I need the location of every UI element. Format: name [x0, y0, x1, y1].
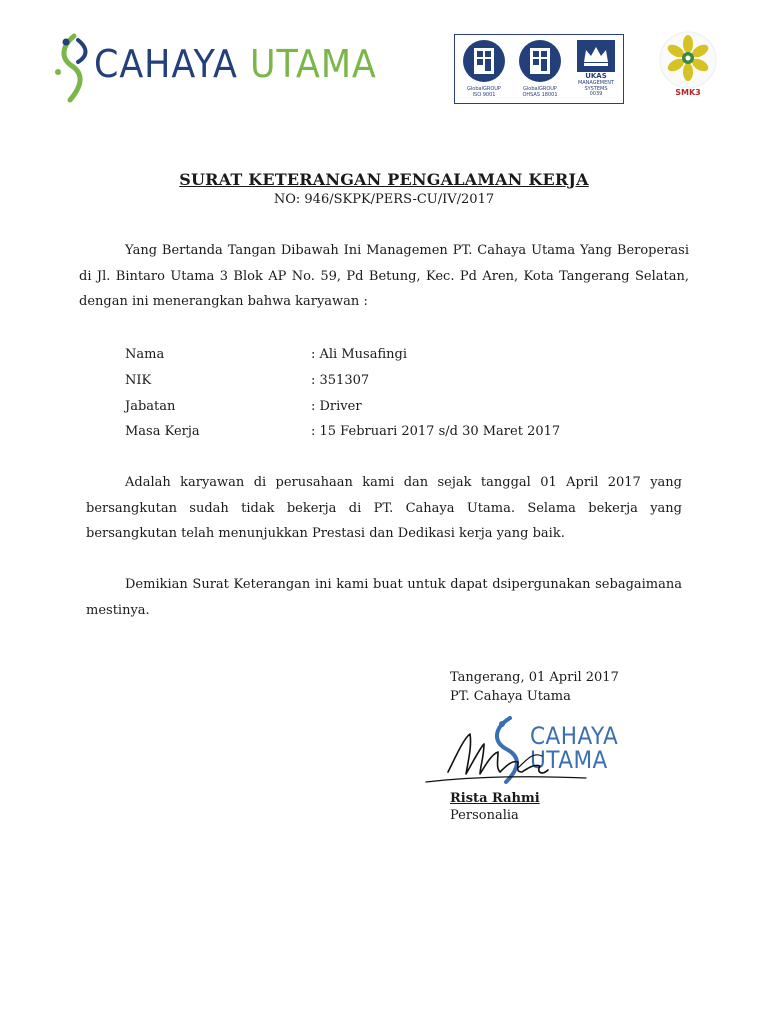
iso9001-standard: ISO 9001: [472, 91, 496, 98]
intro-line: dengan ini menerangkan bahwa karyawan :: [79, 294, 368, 310]
place-date: Tangerang, 01 April 2017: [450, 670, 619, 685]
employee-label: Nama: [125, 347, 165, 362]
ohsas18001-standard: OHSAS 18001: [522, 91, 558, 98]
closing-line: mestinya.: [86, 602, 150, 618]
employee-value: : 15 Februari 2017 s/d 30 Maret 2017: [311, 424, 561, 440]
stamp-word-utama: UTAMA: [530, 746, 608, 774]
logo-word-utama: UTAMA: [249, 42, 377, 86]
ukas-number: 0039: [589, 91, 603, 98]
signature-stamp: [418, 712, 638, 792]
body-line: bersangkutan telah menunjukkan Prestasi dan Dedikasi kerja yang baik.: [86, 526, 565, 542]
stamp-word-cahaya: CAHAYA: [530, 722, 619, 750]
iso9001-globe-icon: [457, 38, 511, 84]
employee-value: : 351307: [311, 372, 370, 388]
iso9001-badge: [457, 38, 511, 100]
ukas-title: UKAS: [585, 72, 607, 80]
employee-value: : Driver: [311, 398, 362, 414]
handwritten-signature-icon: [418, 712, 638, 792]
signer-name: Rista Rahmi: [450, 791, 540, 806]
signer-role: Personalia: [450, 808, 519, 823]
intro-paragraph: [79, 238, 689, 315]
ukas-badge: [571, 38, 621, 100]
body-line: bersangkutan sudah tidak bekerja di PT. Cahaya Utama. Selama bekerja yang: [86, 500, 682, 516]
company-logo: [52, 28, 382, 108]
iso9001-brand: GlobalGROUP: [467, 86, 501, 92]
intro-line: di Jl. Bintaro Utama 3 Blok AP No. 59, Pd Betung, Kec. Pd Aren, Kota Tangerang Selatan,: [79, 268, 689, 284]
ohsas18001-globe-icon: [513, 38, 567, 84]
closing-paragraph: [86, 572, 682, 623]
body-line: Adalah karyawan di perusahaan kami dan sejak tanggal 01 April 2017 yang: [125, 475, 682, 490]
company-logo-text: [94, 42, 377, 86]
smk3-caption: SMK3: [675, 88, 701, 97]
signature-place-date: [450, 668, 619, 706]
letter-title: SURAT KETERANGAN PENGALAMAN KERJA: [179, 170, 589, 189]
body-paragraph: [86, 470, 682, 547]
smk3-flower-icon: [648, 28, 728, 88]
company-name: PT. Cahaya Utama: [450, 689, 571, 704]
closing-line: Demikian Surat Keterangan ini kami buat untuk dapat dsipergunakan sebagaimana: [125, 577, 682, 592]
employee-label: NIK: [125, 372, 152, 388]
employee-value: : Ali Musafingi: [311, 347, 407, 362]
employee-label: Jabatan: [125, 398, 176, 414]
letter-number: NO: 946/SKPK/PERS-CU/IV/2017: [273, 192, 495, 207]
smk3-logo: [648, 28, 728, 108]
certification-badges: [454, 34, 624, 104]
logo-word-cahaya: CAHAYA: [94, 42, 238, 86]
ukas-subtitle: MANAGEMENT SYSTEMS: [577, 79, 615, 92]
ohsas18001-badge: [513, 38, 567, 100]
employee-label: Masa Kerja: [125, 424, 200, 440]
ohsas18001-brand: GlobalGROUP: [523, 86, 557, 92]
ukas-crown-icon: [571, 38, 621, 74]
intro-line: Yang Bertanda Tangan Dibawah Ini Managemen PT. Cahaya Utama Yang Beroperasi: [125, 243, 689, 258]
